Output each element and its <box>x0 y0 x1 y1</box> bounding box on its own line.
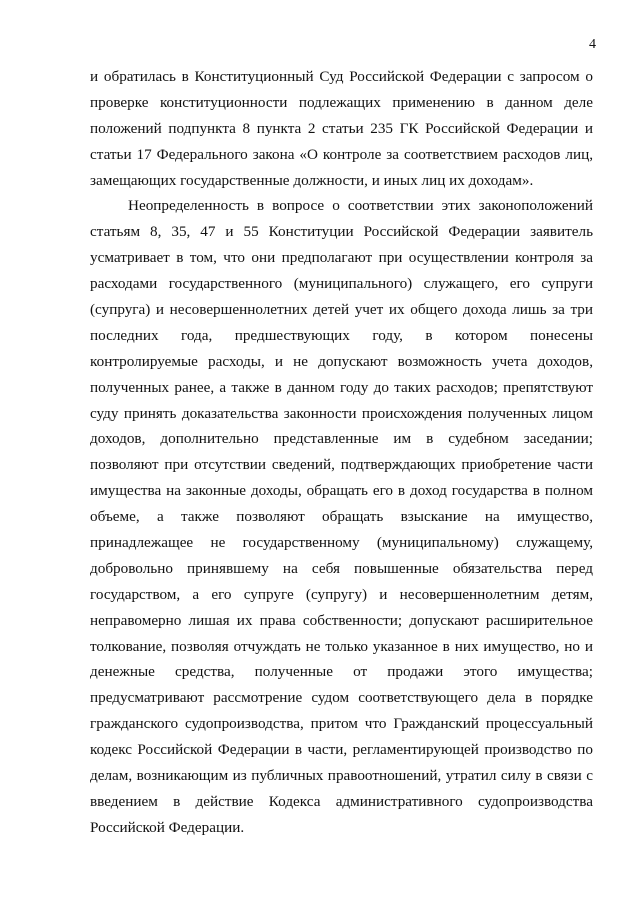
text-line: государством, а его супруге (супругу) и несовершеннолетним детям, <box>90 585 593 603</box>
text-line: Неопределенность в вопросе о соответствии этих законоположений <box>128 197 593 215</box>
text-line: объеме, а также позволяют обращать взыскание на имущество, <box>90 508 593 526</box>
text-line: проверке конституционности подлежащих применению в данном деле <box>90 93 593 111</box>
page-number: 4 <box>589 37 596 52</box>
text-line: предусматривают рассмотрение судом соответствующего дела в порядке <box>90 689 593 707</box>
text-line: позволяют при отсутствии сведений, подтверждающих приобретение части <box>90 456 593 474</box>
paragraph-1 <box>90 64 593 193</box>
text-line: добровольно принявшему на себя повышенные обязательства перед <box>90 559 593 577</box>
text-line: кодекс Российской Федерации в части, регламентирующей производство по <box>90 741 593 759</box>
text-line: расходами государственного (муниципального) служащего, его супруги <box>90 275 593 293</box>
text-line: принадлежащее не государственному (муниципальному) служащему, <box>90 534 593 552</box>
text-line: положений подпункта 8 пункта 2 статьи 235 ГК Российской Федерации и <box>90 119 593 137</box>
text-line: гражданского судопроизводства, притом что Гражданский процессуальный <box>90 715 593 733</box>
text-line: контролируемые расходы, и не допускают возможность учета доходов, <box>90 352 593 370</box>
text-line: усматривает в том, что они предполагают при осуществлении контроля за <box>90 249 593 267</box>
text-line: последних года, предшествующих году, в котором понесены <box>90 326 593 344</box>
text-line: замещающих государственные должности, и иных лиц их доходам». <box>90 171 534 189</box>
text-line: полученных ранее, а также в данном году до таких расходов; препятствуют <box>90 378 593 396</box>
text-line: статьи 17 Федерального закона «О контроле за соответствием расходов лиц, <box>90 145 593 163</box>
text-line: денежные средства, полученные от продажи этого имущества; <box>90 663 593 681</box>
text-line: введением в действие Кодекса административного судопроизводства <box>90 792 593 810</box>
text-line: имущества на законные доходы, обращать его в доход государства в полном <box>90 482 593 500</box>
document-body <box>90 64 593 841</box>
text-line: толкование, позволяя отчуждать не только указанное в них имущество, но и <box>90 637 593 655</box>
paragraph-2 <box>90 193 593 840</box>
text-line: доходов, дополнительно представленные им в судебном заседании; <box>90 430 593 448</box>
text-line: суду принять доказательства законности происхождения полученных лицом <box>90 404 593 422</box>
text-line: и обратилась в Конституционный Суд Российской Федерации с запросом о <box>90 68 593 85</box>
text-line: (супруга) и несовершеннолетних детей учет их общего дохода лишь за три <box>90 301 593 319</box>
text-line: неправомерно лишая их права собственности; допускают расширительное <box>90 611 593 629</box>
text-line: Российской Федерации. <box>90 818 245 836</box>
text-line: статьям 8, 35, 47 и 55 Конституции Российской Федерации заявитель <box>90 223 593 241</box>
text-line: делам, возникающим из публичных правоотношений, утратил силу в связи с <box>90 767 593 785</box>
